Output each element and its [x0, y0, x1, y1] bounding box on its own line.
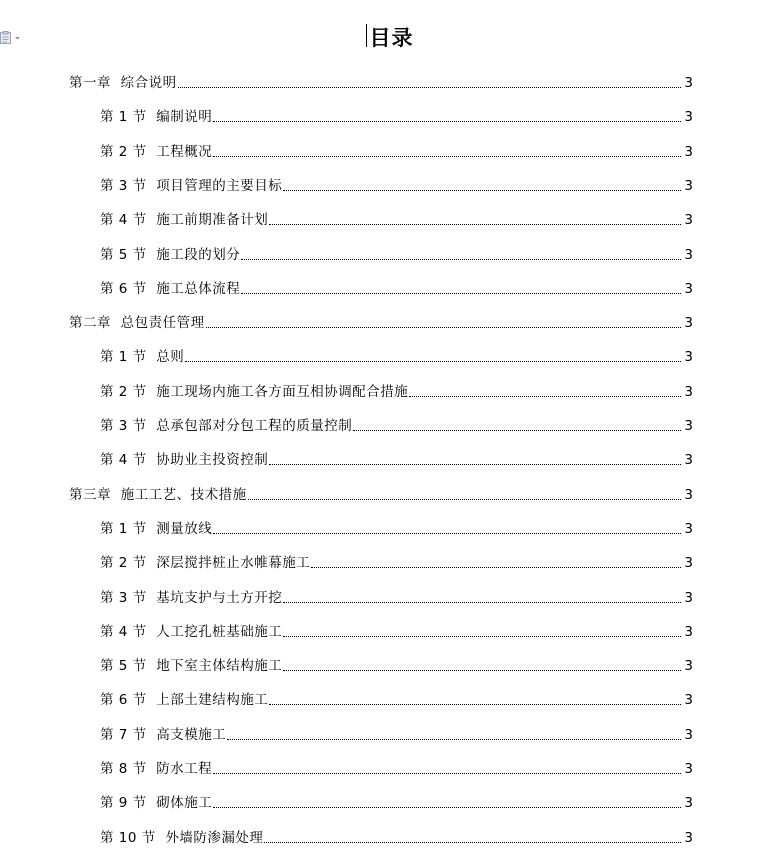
toc-entry-label: 第 7 节 高支模施工 [100, 726, 227, 743]
toc-dot-leader [213, 806, 681, 808]
toc-page-number: 3 [684, 143, 693, 160]
toc-entry-label: 第 6 节 上部土建结构施工 [100, 692, 269, 709]
text-cursor [366, 24, 368, 47]
toc-section-entry[interactable] [100, 377, 693, 401]
title-container [0, 22, 779, 52]
toc-dot-leader [283, 635, 681, 637]
toc-section-entry[interactable] [100, 411, 693, 435]
toc-entry-label: 第二章 总包责任管理 [69, 315, 205, 332]
toc-section-entry[interactable] [100, 171, 693, 195]
toc-dot-leader [409, 395, 681, 397]
toc-section-entry[interactable] [100, 617, 693, 641]
toc-section-entry[interactable] [100, 137, 693, 161]
toc-dot-leader [269, 463, 681, 465]
toc-entry-label: 第 5 节 施工段的划分 [100, 246, 241, 263]
toc-page-number: 3 [684, 623, 693, 640]
toc-page-number: 3 [684, 418, 693, 434]
toc-entry-label: 第 3 节 基坑支护与土方开挖 [100, 589, 283, 606]
toc-entry-label: 第 2 节 施工现场内施工各方面互相协调配合措施 [100, 383, 409, 400]
toc-entry-label: 第 8 节 防水工程 [100, 761, 213, 777]
toc-section-entry[interactable] [100, 823, 693, 847]
toc-dot-leader [213, 532, 681, 534]
toc-dot-leader [248, 498, 681, 500]
toc-entry-label: 第 1 节 总则 [100, 349, 185, 366]
toc-page-number: 3 [684, 520, 693, 537]
toc-dot-leader [241, 258, 681, 260]
toc-entry-label: 第 10 节 外墙防渗漏处理 [100, 829, 264, 846]
toc-page-number: 3 [684, 761, 693, 777]
toc-dot-leader [213, 155, 681, 157]
toc-section-entry[interactable] [100, 274, 693, 298]
toc-section-entry[interactable] [100, 685, 693, 709]
toc-dot-leader [213, 120, 681, 122]
toc-dot-leader [269, 223, 681, 225]
toc-entry-label: 第 5 节 地下室主体结构施工 [100, 658, 283, 675]
toc-page-number: 3 [684, 246, 693, 263]
toc-section-entry[interactable] [100, 342, 693, 366]
toc-dot-leader [213, 772, 681, 774]
toc-page-number: 3 [684, 109, 693, 126]
toc-section-entry[interactable] [100, 205, 693, 229]
toc-dot-leader [311, 566, 681, 568]
page-title-text: 目录 [369, 26, 414, 50]
toc-dot-leader [185, 360, 681, 362]
toc-page-number: 3 [684, 177, 693, 194]
toc-entry-label: 第 1 节 编制说明 [100, 109, 213, 126]
toc-entry-label: 第 9 节 砌体施工 [100, 795, 213, 812]
toc-section-entry[interactable] [100, 720, 693, 744]
toc-chapter-entry[interactable] [69, 308, 693, 332]
toc-dot-leader [264, 841, 681, 843]
toc-dot-leader [283, 669, 681, 671]
toc-dot-leader [283, 601, 681, 603]
toc-dot-leader [283, 189, 681, 191]
toc-dot-leader [206, 326, 681, 328]
toc-page-number: 3 [684, 383, 693, 400]
toc-entry-label: 第 4 节 人工挖孔桩基础施工 [100, 623, 283, 640]
toc-page-number: 3 [684, 829, 693, 846]
toc-section-entry[interactable] [100, 240, 693, 264]
toc-section-entry[interactable] [100, 102, 693, 126]
toc-entry-label: 第 2 节 工程概况 [100, 143, 213, 160]
toc-entry-label: 第 1 节 测量放线 [100, 520, 213, 537]
toc-entry-label: 第 6 节 施工总体流程 [100, 280, 241, 297]
toc-page-number: 3 [684, 795, 693, 812]
toc-section-entry[interactable] [100, 514, 693, 538]
toc-dot-leader [241, 292, 681, 294]
toc-entry-label: 第 3 节 项目管理的主要目标 [100, 177, 283, 194]
toc-page-number: 3 [684, 212, 693, 229]
toc-page-number: 3 [684, 452, 693, 469]
toc-page-number: 3 [684, 280, 693, 297]
toc-chapter-entry[interactable] [69, 68, 693, 92]
toc-page-number: 3 [684, 555, 693, 572]
toc-dot-leader [227, 738, 681, 740]
toc-dot-leader [353, 429, 681, 431]
toc-section-entry[interactable] [100, 445, 693, 469]
toc-dot-leader [178, 86, 681, 88]
toc-section-entry[interactable] [100, 754, 693, 778]
toc-page-number: 3 [684, 726, 693, 743]
toc-entry-label: 第一章 综合说明 [69, 75, 177, 91]
toc-chapter-entry[interactable] [69, 480, 693, 504]
toc-page-number: 3 [684, 486, 693, 503]
toc-section-entry[interactable] [100, 583, 693, 607]
toc-entry-label: 第 2 节 深层搅拌桩止水帷幕施工 [100, 555, 311, 572]
toc-page-number: 3 [684, 75, 693, 91]
toc-page-number: 3 [684, 658, 693, 675]
toc-page-number: 3 [684, 692, 693, 709]
toc-section-entry[interactable] [100, 548, 693, 572]
toc-entry-label: 第 3 节 总承包部对分包工程的质量控制 [100, 418, 353, 434]
toc-page-number: 3 [684, 349, 693, 366]
toc-page-number: 3 [684, 589, 693, 606]
page-title[interactable] [366, 22, 414, 52]
toc-entry-label: 第 4 节 施工前期准备计划 [100, 212, 269, 229]
toc-dot-leader [269, 703, 681, 705]
toc-entry-label: 第三章 施工工艺、技术措施 [69, 486, 247, 503]
toc-page-number: 3 [684, 315, 693, 332]
toc-section-entry[interactable] [100, 788, 693, 812]
toc-entry-label: 第 4 节 协助业主投资控制 [100, 452, 269, 469]
toc-section-entry[interactable] [100, 651, 693, 675]
